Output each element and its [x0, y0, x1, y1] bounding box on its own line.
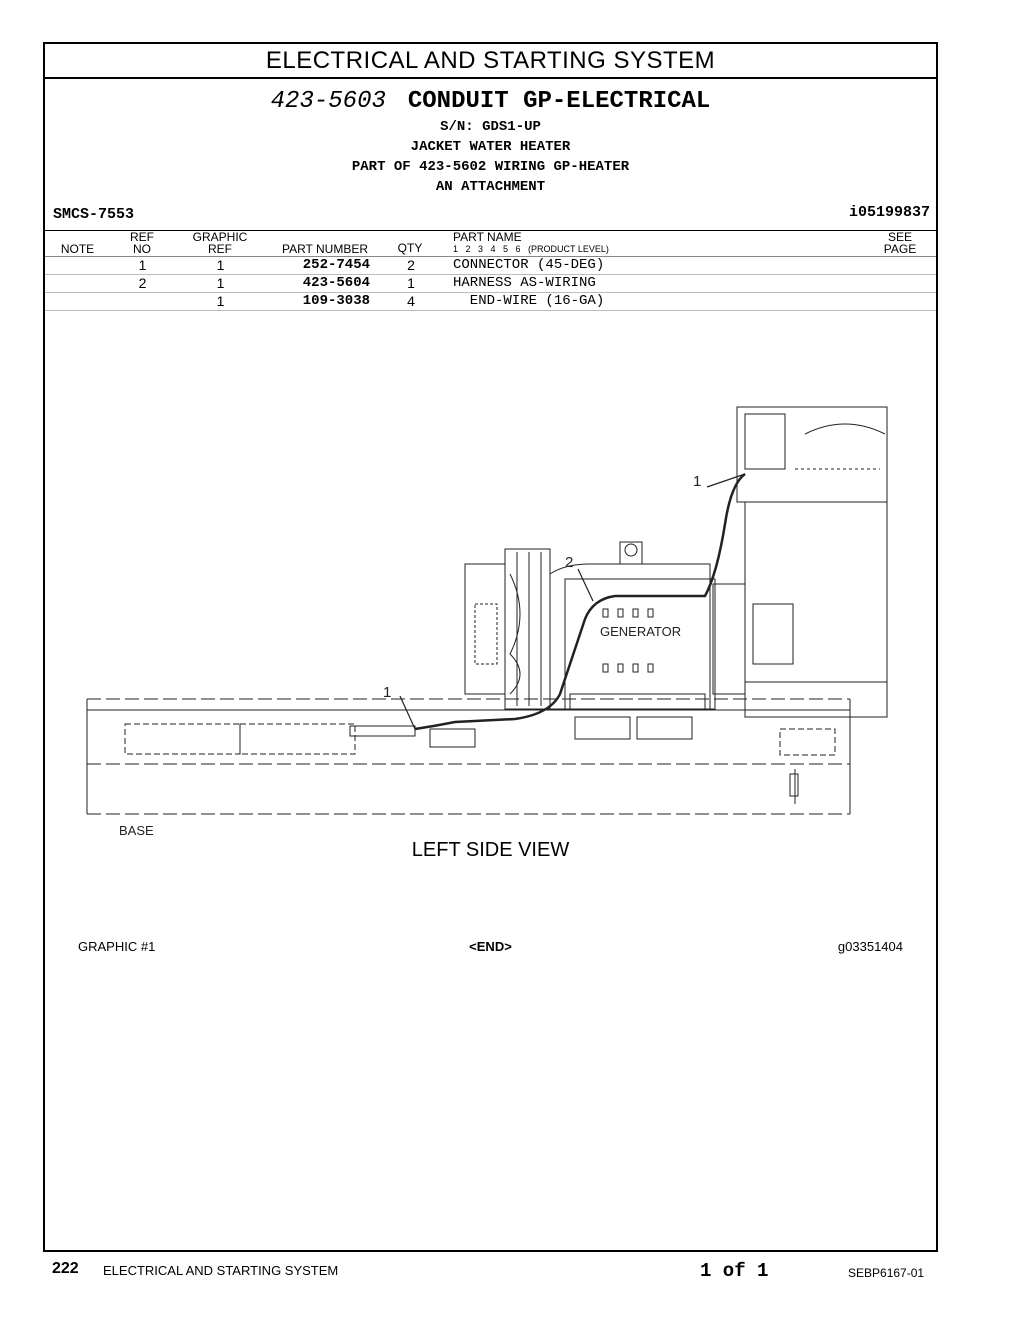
end-marker: <END>	[469, 939, 512, 954]
col-product-levels: 1 2 3 4 5 6 (PRODUCT LEVEL)	[453, 244, 609, 254]
table-row	[45, 275, 936, 293]
footer-section-title: ELECTRICAL AND STARTING SYSTEM	[103, 1263, 339, 1278]
row-part-number: 423-5604	[302, 275, 370, 291]
row-graphic-ref: 1	[216, 275, 225, 291]
callout-1-top: 1	[693, 473, 702, 490]
row-ref-no: 2	[138, 275, 147, 291]
serial-number-line: S/N: GDS1-UP	[440, 119, 541, 135]
row-qty: 4	[407, 293, 415, 309]
document-number: SEBP6167-01	[848, 1266, 925, 1280]
col-ref-no-1: REF	[130, 230, 154, 244]
generator-housing	[550, 542, 715, 709]
col-part-number: PART NUMBER	[281, 242, 368, 256]
row-qty: 2	[407, 257, 415, 273]
title-part-number: 423-5603	[270, 88, 386, 115]
radiator	[465, 549, 550, 709]
parts-table-header	[45, 230, 936, 257]
page-title	[45, 88, 936, 115]
row-part-number: 109-3038	[302, 293, 370, 309]
col-graphic-ref-2: REF	[208, 242, 232, 256]
base-frame	[87, 699, 850, 814]
view-label: LEFT SIDE VIEW	[411, 839, 570, 861]
callout-2: 2	[565, 554, 574, 571]
label-generator: GENERATOR	[600, 624, 682, 639]
table-row	[45, 257, 936, 275]
col-graphic-ref-1: GRAPHIC	[192, 230, 248, 244]
row-qty: 1	[407, 275, 415, 291]
col-part-name: PART NAME	[453, 230, 522, 244]
row-graphic-ref: 1	[216, 293, 225, 309]
col-qty: QTY	[397, 241, 423, 255]
harness-bracket	[350, 726, 415, 736]
document-frame	[43, 42, 938, 1252]
col-ref-no-2: NO	[133, 242, 151, 256]
callout-1-bottom: 1	[383, 684, 392, 701]
graphic-number: GRAPHIC #1	[78, 939, 156, 954]
row-part-name: END-WIRE (16-GA)	[453, 293, 605, 309]
row-ref-no: 1	[138, 257, 147, 273]
row-part-number: 252-7454	[302, 257, 370, 273]
smcs-code: SMCS-7553	[53, 206, 135, 223]
figure-id: g03351404	[837, 939, 903, 954]
row-graphic-ref: 1	[216, 257, 225, 273]
col-see-page-1: SEE	[887, 230, 912, 244]
parent-group-line: PART OF 423-5602 WIRING GP-HEATER	[351, 159, 630, 175]
col-note: NOTE	[60, 242, 95, 256]
generator-side-view-illustration	[45, 374, 936, 864]
page-of-count: 1 of 1	[700, 1260, 769, 1282]
table-row	[45, 293, 936, 311]
label-base: BASE	[119, 823, 154, 838]
title-part-name: CONDUIT GP-ELECTRICAL	[407, 88, 711, 115]
control-panel	[713, 407, 887, 717]
illustration-id: i05199837	[848, 204, 930, 221]
page-number: 222	[52, 1260, 79, 1277]
row-part-name: HARNESS AS-WIRING	[453, 275, 596, 291]
application-line: JACKET WATER HEATER	[410, 139, 571, 155]
section-header: ELECTRICAL AND STARTING SYSTEM	[45, 44, 936, 79]
row-part-name: CONNECTOR (45-DEG)	[453, 257, 605, 273]
attachment-line: AN ATTACHMENT	[435, 179, 546, 195]
callout-leaders	[400, 474, 745, 729]
col-see-page-2: PAGE	[883, 242, 917, 256]
